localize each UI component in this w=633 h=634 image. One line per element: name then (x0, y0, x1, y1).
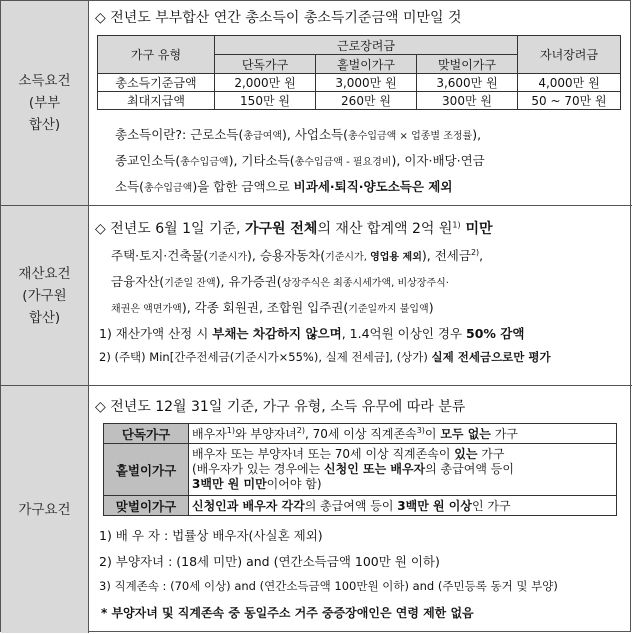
asset-requirement-section (1, 206, 632, 386)
household-footnote-2: 2) 부양자녀 : (18세 미만) and (연간소득금액 100만 원 이하) (99, 554, 440, 569)
household-header: ◇ 전년도 12월 31일 기준, 가구 유형, 소득 유무에 따라 분류 (95, 399, 466, 415)
household-footnote-3: 3) 직계존속 : (70세 이상) and (연간소득금액 100만원 이하) and (주민등록 동거 및 부양) (99, 579, 558, 593)
row-label: 맞벌이가구 (104, 496, 189, 516)
col-earned-income-credit: 근로장려금 (215, 36, 518, 55)
cell: 50 ~ 70만 원 (518, 92, 621, 110)
label-line: (가구원 (22, 287, 67, 304)
table-row (98, 92, 621, 110)
cell: 4,000만 원 (518, 74, 621, 92)
household-footnote-4: * 부양자녀 및 직계존속 중 동일주소 거주 중증장애인은 연령 제한 없음 (101, 606, 474, 620)
cell: 150만 원 (215, 92, 316, 110)
cell: 3,600만 원 (417, 74, 518, 92)
asset-item-line: 주택·토지·건축물(기준시가), 승용자동차(기준시가, 영업용 제외), 전세금$^{2)}$, (111, 247, 484, 263)
income-note-line: 종교인소득(총수입금액), 기타소득(총수입금액 - 필요경비), 이자·배당·연금 (115, 153, 485, 168)
household-requirement-label (1, 386, 89, 633)
cell: 신청인과 배우자 각각의 총급여액 등이 3백만 원 이상인 가구 (189, 496, 617, 516)
label-line: 소득요건 (18, 73, 71, 89)
label-line: 합산) (28, 309, 61, 326)
table-row (104, 496, 617, 516)
income-requirement-section (1, 1, 632, 206)
income-note-line: 총소득이란?: 근로소득(총급여액), 사업소득(총수입금액 × 업종별 조정률), (115, 127, 482, 142)
label-line: 합산) (28, 117, 61, 133)
asset-item-line: 채권은 액면가액), 각종 회원권, 조합원 입주권(기준일까지 불입액) (111, 300, 434, 315)
table-row (98, 74, 621, 92)
table-row (104, 424, 617, 444)
household-type-table (103, 423, 617, 516)
table-row (104, 444, 617, 496)
label-line: (부부 (28, 95, 61, 111)
label-line: 재산요건 (18, 265, 71, 282)
col-household-type: 가구 유형 (98, 36, 215, 74)
asset-requirement-label (1, 206, 89, 385)
asset-item-line: 금융자산(기준일 잔액), 유가증권(상장주식은 최종시세가액, 비상장주식· (111, 274, 449, 289)
cell: 260만 원 (316, 92, 417, 110)
row-label: 단독가구 (104, 424, 189, 444)
income-header: ◇ 전년도 부부합산 연간 총소득이 총소득기준금액 미만일 것 (95, 10, 462, 26)
col-child-credit: 자녀장려금 (518, 36, 621, 74)
cell: 3,000만 원 (316, 74, 417, 92)
income-note-line: 소득(총수입금액)을 합한 금액으로 비과세·퇴직·양도소득은 제외 (115, 179, 453, 194)
col-single: 단독가구 (215, 55, 316, 74)
household-requirement-section (1, 386, 632, 633)
row-label: 총소득기준금액 (98, 74, 215, 92)
income-requirement-label (1, 1, 89, 205)
cell: 배우자 또는 부양자녀 또는 70세 이상 직계존속이 있는 가구 (배우자가 있는 경우에는 신청인 또는 배우자의 총급여액 등이 3백만 원 미만이어야 함) (189, 444, 617, 496)
col-one-earner: 홑벌이가구 (316, 55, 417, 74)
asset-footnote-2: 2) (주택) Min[간주전세금(기준시가×55%), 실제 전세금], (상가) 실제 전세금으로만 평가 (99, 350, 551, 364)
cell: 2,000만 원 (215, 74, 316, 92)
row-label: 홑벌이가구 (104, 444, 189, 496)
cell: 300만 원 (417, 92, 518, 110)
row-label: 최대지급액 (98, 92, 215, 110)
col-two-earner: 맞벌이가구 (417, 55, 518, 74)
cell: 배우자$^{1)}$와 부양자녀$^{2)}$, 70세 이상 직계존속$^{3)}$이 모두 없는 가구 (189, 424, 617, 444)
income-threshold-table (97, 35, 621, 110)
asset-header: ◇ 전년도 6월 1일 기준, 가구원 전체의 재산 합계액 2억 원$^{1)}$ 미만 (95, 220, 493, 237)
label-line: 가구요건 (18, 501, 71, 518)
household-footnote-1: 1) 배 우 자 : 법률상 배우자(사실혼 제외) (99, 528, 323, 543)
asset-footnote-1: 1) 재산가액 산정 시 부채는 차감하지 않으며, 1.4억원 이상인 경우 50% 감액 (99, 326, 525, 341)
